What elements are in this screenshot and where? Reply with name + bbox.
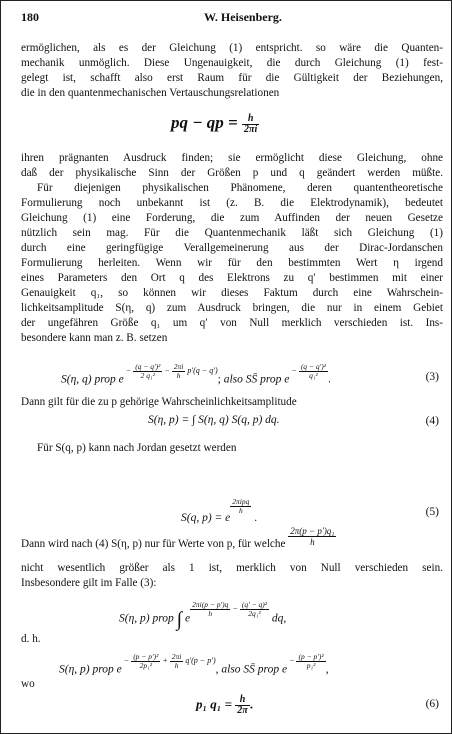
equation-5: S(q, p) = e $\frac{\text{2πipq}}{h}$ . — [181, 497, 258, 525]
text-line: Gleichung (1) eine Forderung, die zum Auffinden der neuen Gesetze — [21, 212, 443, 224]
integral-equation: S(η, p) prop ∫ e $^{\frac{2\pi i(p - p')q}{h} - \frac{\text{(q′ − q)²}}{\text{2q₁²}}}$ dq, — [119, 600, 287, 631]
text-line: gelegt ist, schafft also erst Raum für die Gültigkeit der Beziehungen, — [21, 72, 443, 84]
text-line: daß der physikalische Sinn der Größen p und q geändert werden müßte. — [21, 167, 443, 179]
text-line: Dann gilt für die zu p gehörige Wahrscheinlichkeitsamplitude — [21, 396, 297, 408]
text-line: eines Parameters den Ort q des Elektrons zu q′ bestimmen mit einer — [21, 272, 443, 284]
text-line: besondere kann man z. B. setzen — [21, 332, 168, 344]
page-number: 180 — [21, 10, 39, 24]
equation-number: (6) — [425, 698, 439, 710]
text-line: Formulierung noch unbekannt ist (z. B. die Elektrodynamik), bedeutet — [21, 197, 443, 209]
text-line: ihren prägnanten Ausdruck finden; sie ermöglicht diese Gleichung, ohne — [21, 152, 443, 164]
text-line: Formulierung herleiten. Wenn wir für den bestimmten Wert η irgend — [21, 257, 443, 269]
text-line: Für diejenigen physikalischen Phänomene, deren quantentheoretische — [37, 182, 443, 194]
result-equation: S(η, p) prop e $^{- \frac{\text{(p − p′)²}}{\text{2p₁²}} + \frac{2\pi i}{h} q'(p - p')}$, also SS̄ prop e $^{- \frac{\text{(p − p′)²}}{\text{p₁²}}}$ , — [59, 652, 329, 676]
text-line: ermöglichen, als es der Gleichung (1) entspricht. so wäre die Quanten- — [21, 42, 443, 54]
text-line: nicht wesentlich größer als 1 ist, merklich von Null verschieden sein. — [21, 562, 443, 574]
equation-number: (4) — [425, 415, 439, 427]
text-line: mechanik unmöglich. Diese Ungenauigkeit, die durch Gleichung (1) fest- — [21, 57, 443, 69]
equation-3: S(η, q) prop e $^{- \frac{\text{(q − q′)²}}{\text{2 q₁²}} - \frac{2\pi i}{h} p'(q - q')}$; also SS̄ prop e $^{- \frac{\text{(q − q′)²}}{\text{q₁²}}}$ . — [61, 362, 331, 386]
text-line: Für S(q, p) kann nach Jordan gesetzt werden — [37, 442, 237, 454]
equation-number: (3) — [425, 371, 439, 383]
text-line: Genauigkeit q₁, so können wir dieses Faktum durch eine Wahrschein- — [21, 287, 443, 299]
equation-number: (5) — [425, 506, 439, 518]
equation-4: S(η, p) = ∫ S(η, q) S(q, p) dq. — [148, 414, 280, 426]
text-line: Dann wird nach (4) S(η, p) nur für Werte von p, für welche $\frac{\text{2π(p − p′)q₁}}{h}$ — [21, 526, 335, 550]
text-line: der ungefähren Größe q₁ um q′ von Null merklich verschieden ist. Ins- — [21, 317, 443, 329]
running-header — [21, 10, 443, 24]
commutator-equation: pq − qp = $\frac{h}{2\pi i}$ — [171, 112, 258, 135]
equation-6: p₁ q₁ = $\frac{h}{2\pi}$ . — [196, 694, 253, 716]
header-author: W. Heisenberg. — [204, 10, 282, 24]
text-line: d. h. — [21, 633, 41, 645]
text-line: die in den quantenmechanischen Vertauschungsrelationen — [21, 87, 280, 99]
text-line: nützlich sein mag. Für die Quantenmechanik läßt sich Gleichung (1) — [21, 227, 443, 239]
text-line: wo — [21, 678, 35, 690]
text-line: durch eine geringfügige Verallgemeinerung aus der Dirac-Jordanschen — [21, 242, 443, 254]
text-line: Insbesondere gilt im Falle (3): — [21, 577, 157, 589]
text-line: lichkeitsamplitude S(η, q) zum Ausdruck bringen, die nur in einem Gebiet — [21, 302, 443, 314]
